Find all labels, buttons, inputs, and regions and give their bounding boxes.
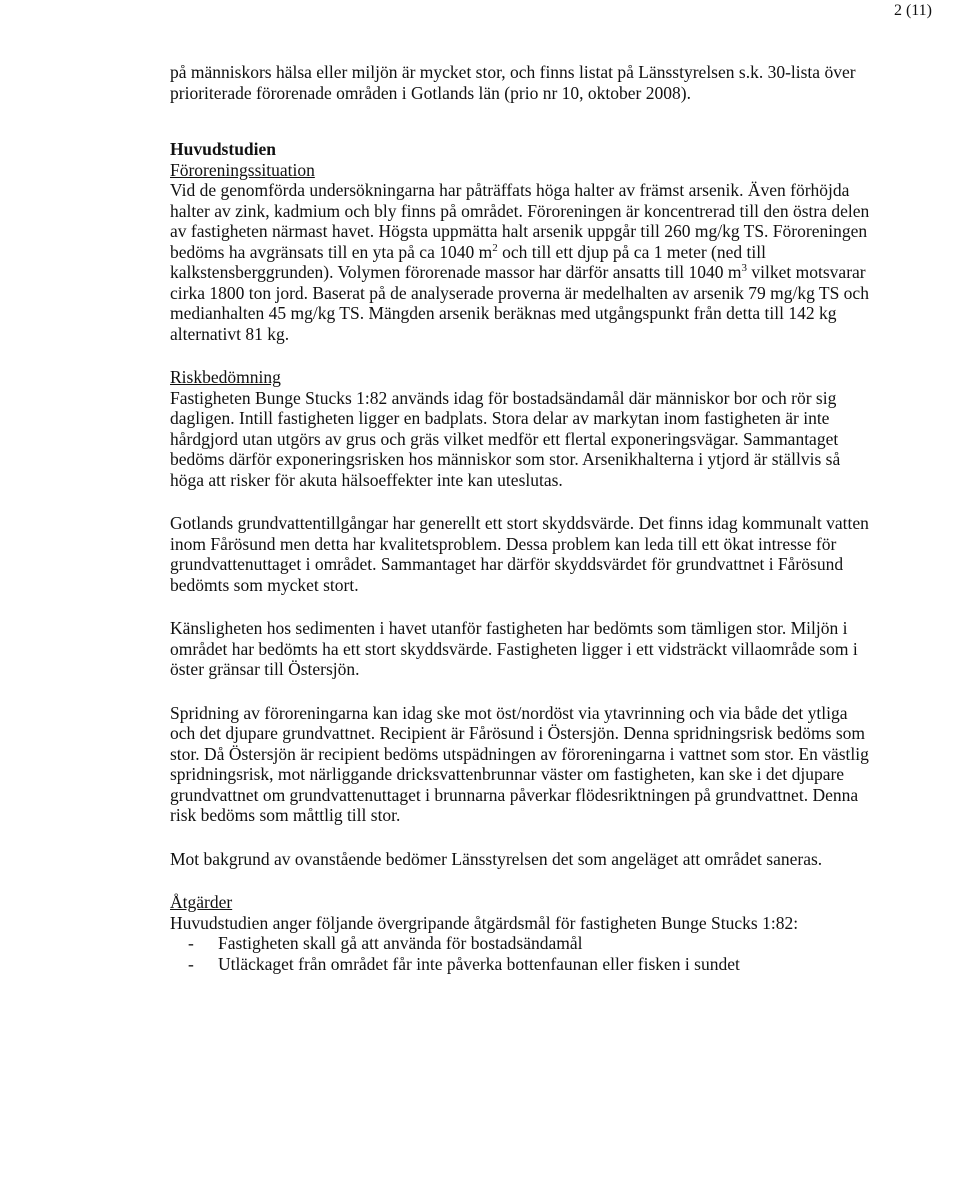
list-item: [170, 933, 870, 954]
intro-paragraph: på människors hälsa eller miljön är mycket stor, och finns listat på Länsstyrelsen s.k. 30-lista över prioriterade förorenade områden i Gotlands län (prio nr 10, oktober 2008).: [170, 62, 856, 103]
superscript-3: 3: [741, 262, 748, 275]
riskbedomning-paragraph-4: Spridning av föroreningarna kan idag ske mot öst/nordöst via ytavrinning och via både det ytliga och det djupare grundvattnet. Recipient är Fårösund i Östersjön. Denna spridningsrisk bedöms som stor. Då Östersjön är recipient bedöms utspädningen av föroreningarna i vattnet som stor. En västlig spridningsrisk, mot närliggande dricksvattenbrunnar väster om fastigheten, kan ske i det djupare grundvattnet om grundvattenuttaget i brunnarna påverkar flödesriktningen på grundvattnet. Denna risk bedöms som måttlig till stor.: [170, 702, 869, 825]
document-body: [170, 62, 870, 974]
text-run: vilket motsvarar cirka 1800 ton jord. Baserat på de analyserade proverna är medelhalten av arsenik 79 mg/kg TS och medianhalten 45 mg/kg TS. Mängden arsenik beräknas med utgångspunkt från detta till 142 kg alternativt 81 kg.: [170, 262, 869, 344]
riskbedomning-paragraph-1: Fastigheten Bunge Stucks 1:82 används idag för bostadsändamål där människor bor och rör sig dagligen. Intill fastigheten ligger en badplats. Stora delar av markytan inom fastigheten är inte hårdgjord utan utgörs av grus och gräs vilket medför ett flertal exponeringsvägar. Sammantaget bedöms därför exponeringsrisken hos människor som stor. Arsenikhalterna i ytjord är ställvis så höga att risker för akuta hälsoeffekter inte kan uteslutas.: [170, 387, 841, 490]
fororeningssituation-paragraph: [170, 180, 870, 344]
dash-bullet-icon: -: [188, 953, 194, 974]
superscript-2: 2: [492, 241, 498, 254]
text-run: och till ett djup på ca 1 meter (ned till kalkstensberggrunden). Volymen förorenade massor har därför ansatts till 1040 m: [170, 241, 766, 282]
atgarder-intro: Huvudstudien anger följande övergripande åtgärdsmål för fastigheten Bunge Stucks 1:82:: [170, 912, 799, 933]
text-run: Vid de genomförda undersökningarna har påträffats höga halter av främst arsenik. Även förhöjda halter av zink, kadmium och bly finns på området. Föroreningen är koncentrerad till den östra delen av fastigheten närmast havet. Högsta uppmätta halt arsenik uppgår till 260 mg/kg TS. Föroreningen bedöms ha avgränsats till en yta på ca 1040 m: [170, 180, 870, 262]
riskbedomning-paragraph-5: Mot bakgrund av ovanstående bedömer Länsstyrelsen det som angeläget att området saneras.: [170, 848, 823, 869]
section-heading-huvudstudien: Huvudstudien: [170, 139, 277, 159]
list-item-text: Utläckaget från området får inte påverka bottenfaunan eller fisken i sundet: [218, 953, 740, 974]
subheading-atgarder: Åtgärder: [170, 892, 233, 912]
atgarder-list: [170, 933, 870, 974]
list-item: [170, 954, 870, 975]
page-number: 2 (11): [893, 2, 932, 19]
riskbedomning-paragraph-3: Känsligheten hos sedimenten i havet utanför fastigheten har bedömts som tämligen stor. Miljön i området har bedömts ha ett stort skyddsvärde. Fastigheten ligger i ett vidsträckt villaområde som i öster gränsar till Östersjön.: [170, 618, 858, 679]
list-item-text: Fastigheten skall gå att använda för bostadsändamål: [218, 933, 583, 953]
riskbedomning-paragraph-2: Gotlands grundvattentillgångar har generellt ett stort skyddsvärde. Det finns idag kommunalt vatten inom Fårösund men detta har kvalitetsproblem. Dessa problem kan leda till ett ökat intresse för grundvattenuttaget i området. Sammantaget har därför skyddsvärdet för grundvattnet i Fårösund bedömts som mycket stort.: [170, 513, 869, 595]
subheading-riskbedomning: Riskbedömning: [170, 367, 281, 387]
dash-bullet-icon: -: [188, 933, 194, 953]
subheading-fororeningssituation: Föroreningssituation: [170, 159, 315, 180]
